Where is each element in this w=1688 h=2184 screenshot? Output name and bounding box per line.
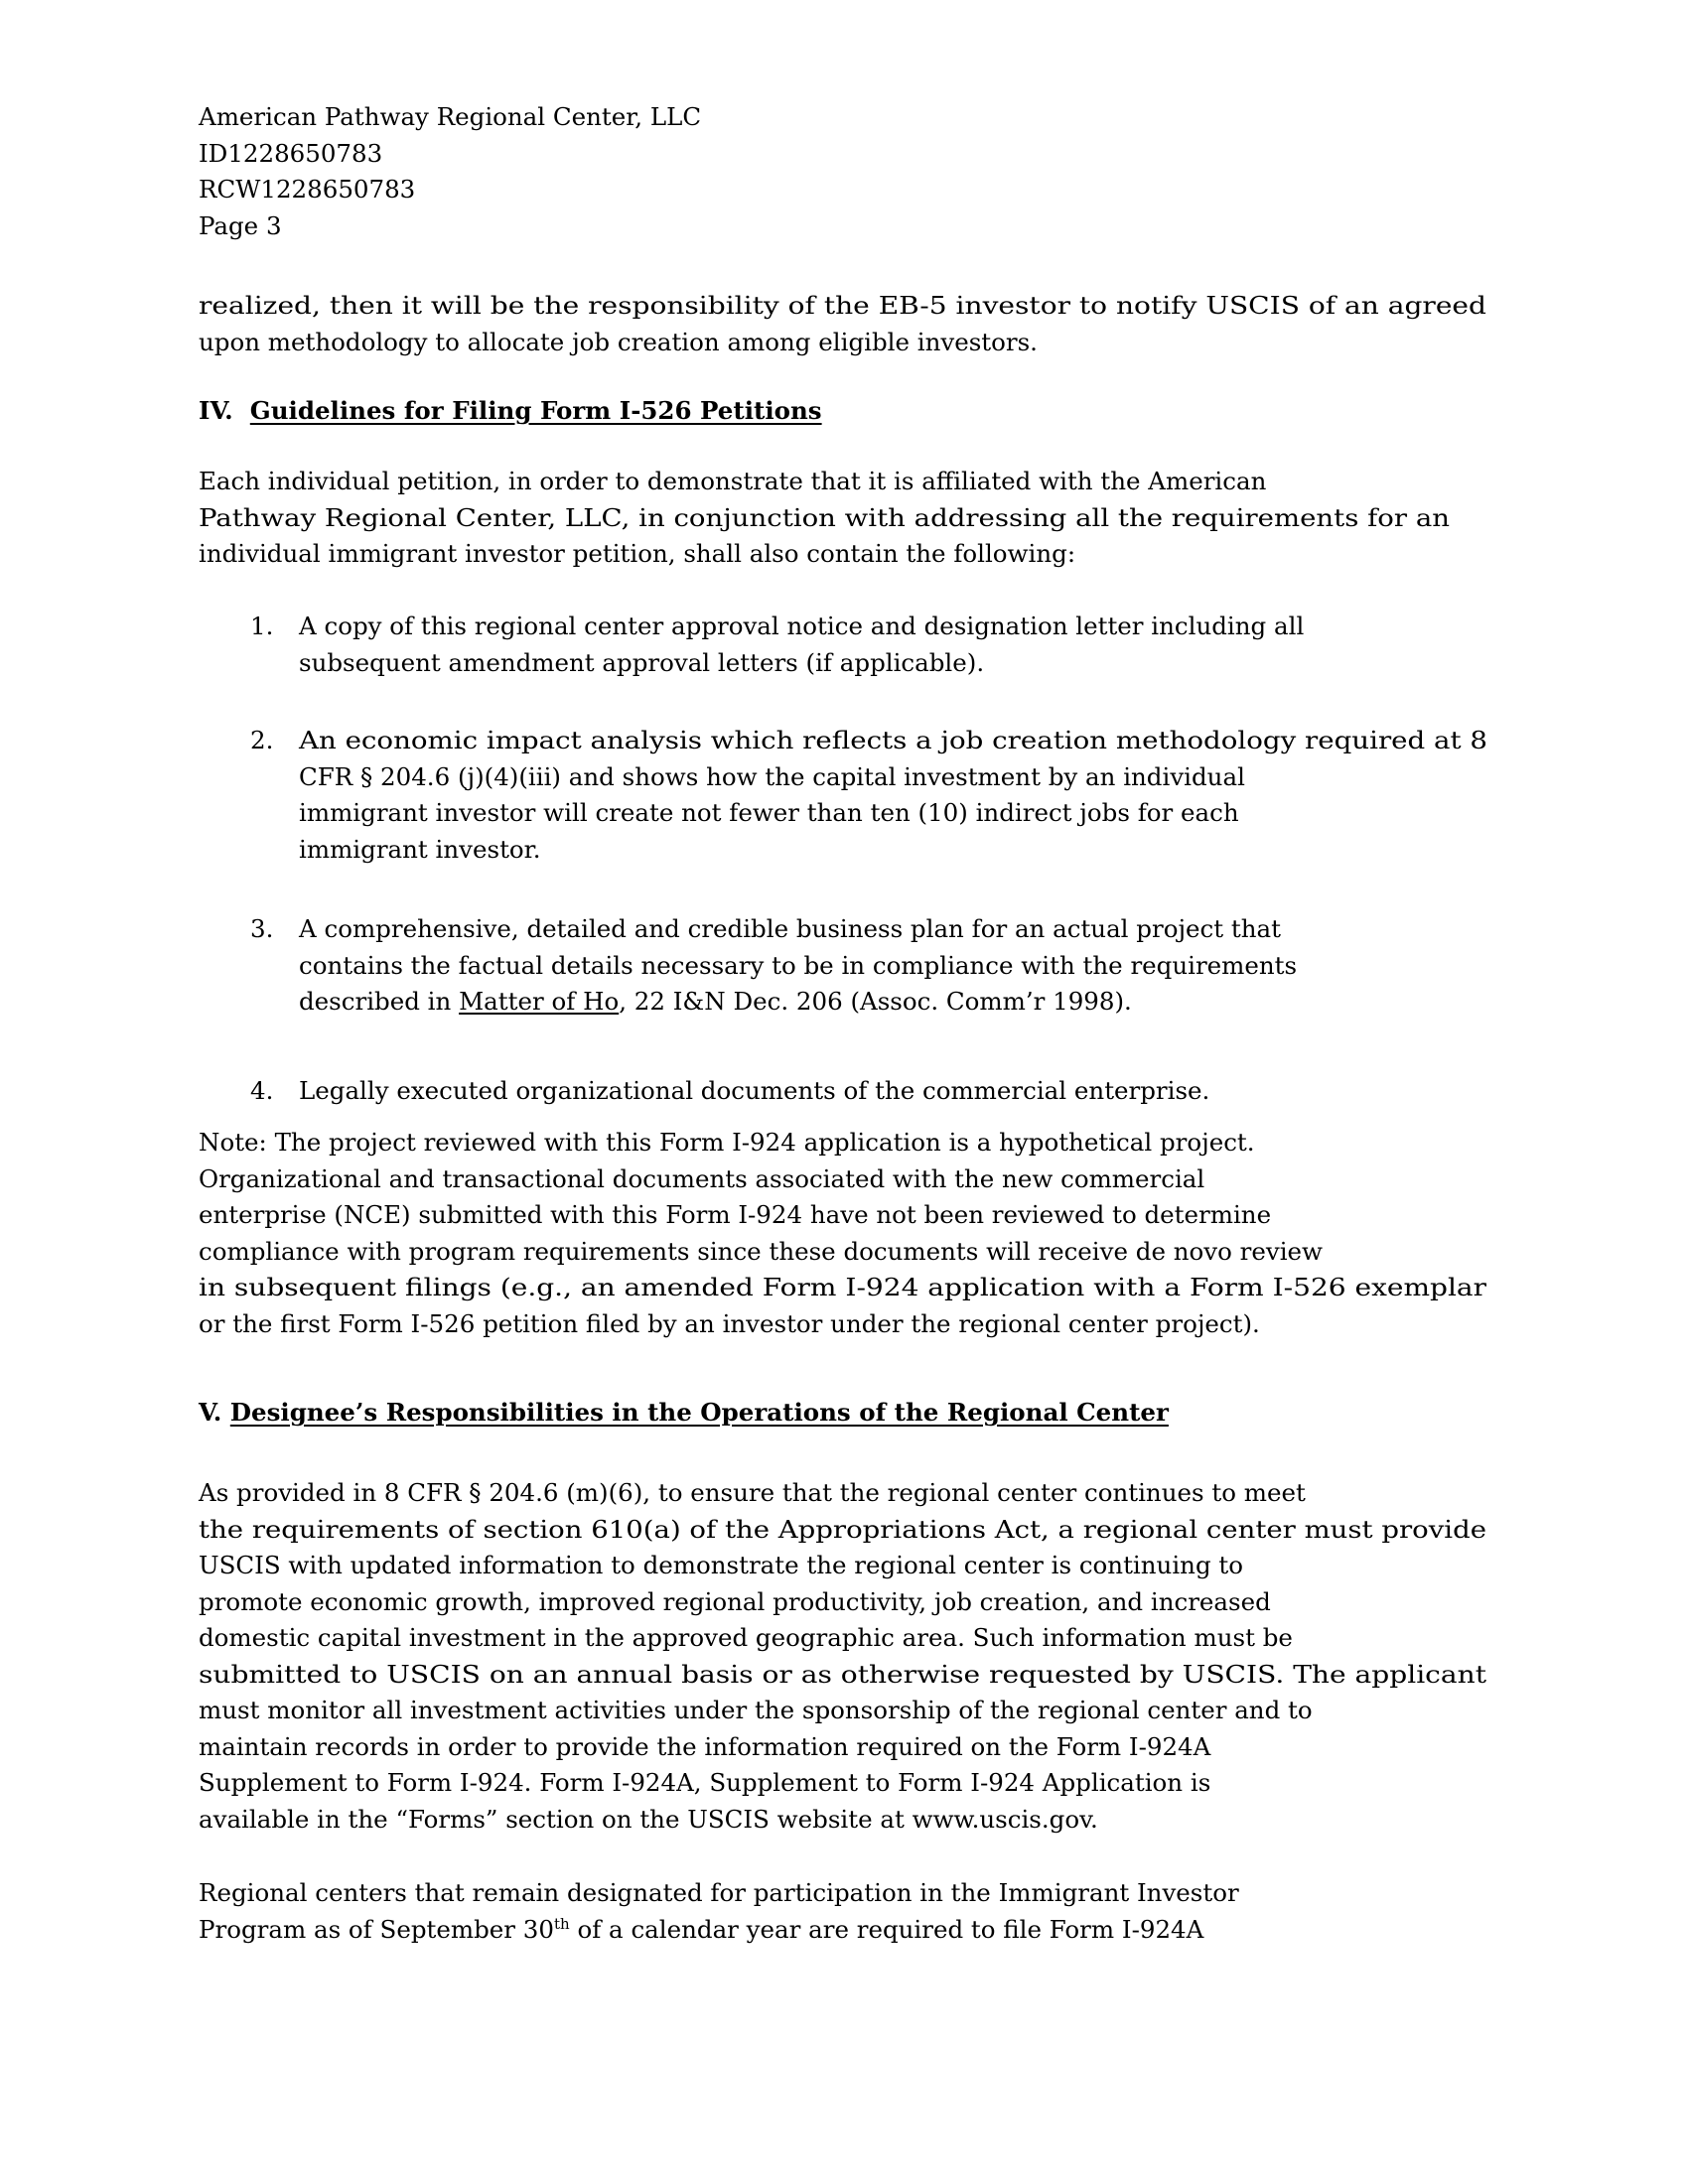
text-line: individual immigrant investor petition, shall also contain the following: xyxy=(199,539,1076,568)
text-line: must monitor all investment activities under the sponsorship of the regional center and to xyxy=(199,1696,1313,1724)
text-line: A copy of this regional center approval notice and designation letter including all xyxy=(299,612,1305,640)
text-line: subsequent amendment approval letters (if applicable). xyxy=(299,647,985,677)
text-line: Note: The project reviewed with this Form I-924 application is a hypothetical project. xyxy=(199,1128,1255,1157)
section-title: Designee’s Responsibilities in the Operations of the Regional Center xyxy=(229,1398,1169,1427)
text-line: As provided in 8 CFR § 204.6 (m)(6), to ensure that the regional center continues to meet xyxy=(199,1478,1306,1507)
text-line: Legally executed organizational documents of the commercial enterprise. xyxy=(299,1076,1210,1105)
text-line: available in the “Forms” section on the USCIS website at www.uscis.gov. xyxy=(199,1804,1098,1834)
section-v-paragraph-1 xyxy=(199,1475,1499,1838)
text-line: compliance with program requirements since these documents will receive de novo review xyxy=(199,1236,1324,1266)
list-number: 4. xyxy=(250,1076,274,1105)
text-line: Regional centers that remain designated for participation in the Immigrant Investor xyxy=(199,1878,1239,1907)
text-line: or the first Form I-526 petition filed by an investor under the regional center project). xyxy=(199,1308,1260,1338)
text-line: Pathway Regional Center, LLC, in conjunction with addressing all the requirements for an xyxy=(199,502,1450,532)
page-number: Page 3 xyxy=(199,210,282,240)
text-line: in subsequent filings (e.g., an amended Form I-924 application with a Form I-526 exemplar xyxy=(199,1273,1486,1301)
text-line: An economic impact analysis which reflects a job creation methodology required at 8 xyxy=(299,726,1487,754)
list-number: 1. xyxy=(250,612,274,640)
letter-header xyxy=(199,99,1499,244)
text-line: submitted to USCIS on an annual basis or as otherwise requested by USCIS. The applicant xyxy=(199,1659,1486,1689)
text-line: domestic capital investment in the approved geographic area. Such information must be xyxy=(199,1623,1293,1652)
text-line: Supplement to Form I-924. Form I-924A, Supplement to Form I-924 Application is xyxy=(199,1768,1211,1797)
text-line: realized, then it will be the responsibility of the EB-5 investor to notify USCIS of an agreed xyxy=(199,291,1486,320)
text-line: the requirements of section 610(a) of the Appropriations Act, a regional center must provide xyxy=(199,1514,1486,1544)
section-title: Guidelines for Filing Form I-526 Petitions xyxy=(249,396,822,425)
text-line: immigrant investor will create not fewer than ten (10) indirect jobs for each xyxy=(299,798,1239,827)
text-line: immigrant investor. xyxy=(299,834,541,864)
text-line: described in Matter of Ho, 22 I&N Dec. 206 (Assoc. Comm’r 1998). xyxy=(299,987,1132,1016)
section-iv-heading xyxy=(199,393,1499,430)
text-line: contains the factual details necessary to be in compliance with the requirements xyxy=(299,950,1298,980)
section-number: V. xyxy=(199,1398,222,1427)
list-number: 3. xyxy=(250,914,274,943)
section-v-paragraph-2 xyxy=(199,1875,1499,1948)
text-line: Each individual petition, in order to demonstrate that it is affiliated with the American xyxy=(199,467,1267,495)
text-line: CFR § 204.6 (j)(4)(iii) and shows how the capital investment by an individual xyxy=(299,761,1245,791)
intro-paragraph xyxy=(199,288,1499,360)
section-iv-paragraph xyxy=(199,464,1499,573)
text-line: enterprise (NCE) submitted with this Form I-924 have not been reviewed to determine xyxy=(199,1200,1272,1229)
text-line: USCIS with updated information to demonstrate the regional center is continuing to xyxy=(199,1551,1244,1579)
section-number: IV. xyxy=(199,396,233,425)
section-v-heading xyxy=(199,1395,1499,1432)
text-line: promote economic growth, improved regional productivity, job creation, and increased xyxy=(199,1586,1271,1616)
receipt-id: ID1228650783 xyxy=(199,138,383,168)
text-line: maintain records in order to provide the information required on the Form I-924A xyxy=(199,1731,1211,1761)
list-number: 2. xyxy=(250,726,274,754)
text-line: A comprehensive, detailed and credible business plan for an actual project that xyxy=(299,914,1281,943)
ordinal-suffix: th xyxy=(553,1914,570,1933)
company-name: American Pathway Regional Center, LLC xyxy=(199,102,702,131)
rcw-id: RCW1228650783 xyxy=(199,175,416,204)
case-citation: Matter of Ho xyxy=(459,987,620,1016)
text-line: Organizational and transactional documents associated with the new commercial xyxy=(199,1163,1205,1193)
text-line: upon methodology to allocate job creation among eligible investors. xyxy=(199,327,1038,356)
note-paragraph xyxy=(199,1125,1499,1342)
text-line: Program as of September 30th of a calendar year are required to file Form I-924A xyxy=(199,1914,1204,1944)
